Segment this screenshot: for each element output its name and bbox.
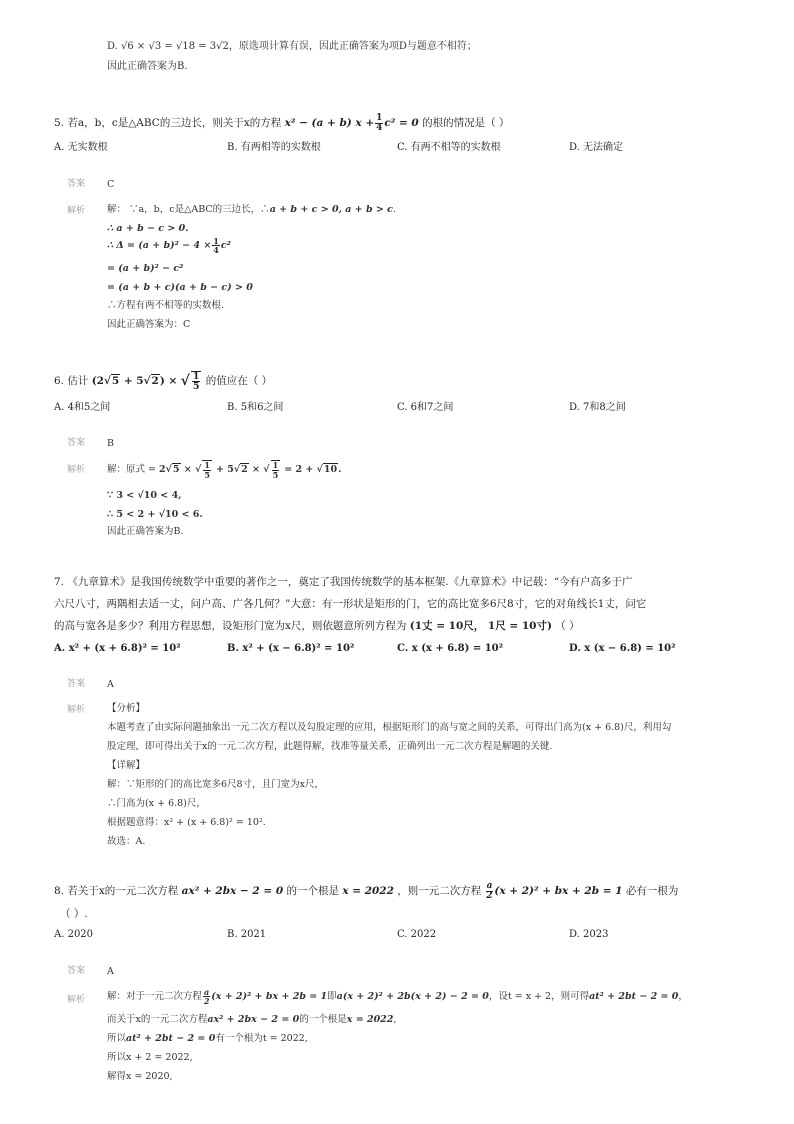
q5-solution-line-4: = (a + b)² − c² bbox=[107, 263, 184, 274]
q5-analysis-label: 解析 bbox=[67, 206, 86, 216]
question-7-line-2: 六尺八寸，两隅相去适一丈，问户高、广各几何？”大意：有一形状是矩形的门，它的高比宽多6尺8寸，它的对角线长1丈，问它 bbox=[54, 598, 647, 610]
question-6: 6. 估计 (2√5 + 5√2) × √ $\frac{1}{5}$ 的值应在（ ） bbox=[54, 370, 273, 392]
q5-solution-line-5: = (a + b + c)(a + b − c) > 0 bbox=[107, 282, 253, 293]
q5-answer: C bbox=[107, 179, 115, 190]
q8-solution-line-2: 而关于x的一元二次方程ax² + 2bx − 2 = 0的一个根是x = 2022, bbox=[107, 1014, 397, 1025]
q7-answer: A bbox=[107, 679, 114, 690]
q8-solution-line-5: 解得x = 2020, bbox=[107, 1071, 173, 1082]
q7-detail-line-1: 解：∵矩形的门的高比宽多6尺8寸，且门宽为x尺， bbox=[107, 779, 324, 790]
q6-option-c[interactable]: C. 6和7之间 bbox=[397, 402, 454, 413]
q5-solution-line-1: 解： ∵a，b，c是△ABC的三边长，∴a + b + c > 0, a + b > c. bbox=[107, 204, 396, 215]
q6-analysis-label: 解析 bbox=[67, 465, 86, 475]
q7-detail-line-3: 根据题意得：x² + (x + 6.8)² = 10². bbox=[107, 817, 266, 828]
q5-answer-label: 答案 bbox=[67, 179, 86, 189]
q7-analysis-para-1: 本题考查了由实际问题抽象出一元二次方程以及勾股定理的应用，根据矩形门的高与宽之间的关系，可得出门高为(x + 6.8)尺，利用勾 bbox=[107, 722, 672, 733]
q5-solution-line-3: ∴ Δ = (a + b)² − 4 × $\frac{1}{4}$ c² bbox=[107, 235, 231, 255]
q5-option-c[interactable]: C. 有两不相等的实数根 bbox=[397, 142, 501, 153]
q7-answer-label: 答案 bbox=[67, 679, 86, 689]
q7-analysis-para-2: 股定理，即可得出关于x的一元二次方程，此题得解，找准等量关系，正确列出一元二次方程是解题的关键. bbox=[107, 741, 553, 752]
q8-answer: A bbox=[107, 966, 114, 977]
q5-solution-line-7: 因此正确答案为：C bbox=[107, 319, 191, 330]
q7-detail-line-4: 故选：A. bbox=[107, 836, 146, 847]
q7-option-a[interactable]: A. x² + (x + 6.8)² = 10² bbox=[54, 643, 181, 654]
q5-option-a[interactable]: A. 无实数根 bbox=[54, 142, 108, 153]
q5-solution-line-2: ∴ a + b − c > 0. bbox=[107, 223, 189, 234]
q6-option-d[interactable]: D. 7和8之间 bbox=[569, 402, 626, 413]
q5-option-d[interactable]: D. 无法确定 bbox=[569, 142, 624, 153]
q6-solution-line-2: ∵ 3 < √10 < 4, bbox=[107, 490, 182, 501]
q7-option-d[interactable]: D. x (x − 6.8) = 10² bbox=[569, 643, 676, 654]
q8-answer-label: 答案 bbox=[67, 966, 86, 976]
q7-option-b[interactable]: B. x² + (x − 6.8)² = 10² bbox=[227, 643, 355, 654]
q7-detail-heading: 【详解】 bbox=[107, 760, 146, 771]
question-7-line-1: 7. 《九章算术》是我国传统数学中重要的著作之一，奠定了我国传统数学的基本框架.《九章算术》中记载：“今有户高多于广 bbox=[54, 576, 633, 588]
q6-option-b[interactable]: B. 5和6之间 bbox=[227, 402, 284, 413]
option-d-explanation: D. √6 × √3 = √18 = 3√2，原选项计算有误，因此正确答案为项D与题意不相符； bbox=[107, 41, 477, 52]
q8-option-d[interactable]: D. 2023 bbox=[569, 929, 609, 940]
q8-option-a[interactable]: A. 2020 bbox=[54, 929, 94, 940]
q6-answer-label: 答案 bbox=[67, 438, 86, 448]
q6-solution-line-4: 因此正确答案为B. bbox=[107, 526, 184, 537]
q6-answer: B bbox=[107, 438, 114, 449]
q7-detail-line-2: ∴门高为(x + 6.8)尺， bbox=[107, 798, 206, 809]
question-7-line-3: 的高与宽各是多少？利用方程思想，设矩形门宽为x尺，则依题意所列方程为 (1丈 = 10尺， 1尺 = 10寸) （ ） bbox=[54, 620, 580, 632]
q6-solution-line-1: 解：原式 = 2√5 × √ $\frac{1}{5}$ + 5√2 × √ $\frac{1}{5}$ = 2 + √10. bbox=[107, 460, 342, 480]
q5-option-b[interactable]: B. 有两相等的实数根 bbox=[227, 142, 321, 153]
q8-solution-line-3: 所以at² + 2bt − 2 = 0有一个根为t = 2022, bbox=[107, 1033, 308, 1044]
q6-solution-line-3: ∴ 5 < 2 + √10 < 6. bbox=[107, 509, 203, 520]
question-8-line-2: （ ）. bbox=[60, 908, 88, 920]
q7-analysis-heading: 【分析】 bbox=[107, 703, 146, 714]
q7-option-c[interactable]: C. x (x + 6.8) = 10² bbox=[397, 643, 503, 654]
q8-option-c[interactable]: C. 2022 bbox=[397, 929, 437, 940]
conclusion-line: 因此正确答案为B. bbox=[107, 61, 188, 72]
q8-option-b[interactable]: B. 2021 bbox=[227, 929, 267, 940]
q8-solution-line-1: 解：对于一元二次方程 $\frac{a}{2}$ (x + 2)² + bx + 2b = 1即a(x + 2)² + 2b(x + 2) − 2 = 0，设t = x + 2，则可得at² + 2bt − 2 = 0， bbox=[107, 986, 688, 1006]
q7-analysis-label: 解析 bbox=[67, 705, 86, 715]
q5-solution-line-6: ∴方程有两不相等的实数根. bbox=[107, 300, 225, 311]
question-5-prefix: 5. 若a，b，c是△ABC的三边长，则关于x的方程 bbox=[54, 117, 282, 129]
q8-solution-line-4: 所以x + 2 = 2022, bbox=[107, 1052, 193, 1063]
q8-analysis-label: 解析 bbox=[67, 995, 86, 1005]
question-5-suffix: 的根的情况是（ ） bbox=[422, 117, 510, 129]
q6-option-a[interactable]: A. 4和5之间 bbox=[54, 402, 111, 413]
question-5: 5. 若a，b，c是△ABC的三边长，则关于x的方程 x² − (a + b) x + $\frac{1}{4}$ c² = 0 的根的情况是（ ） bbox=[54, 112, 510, 133]
question-8-line-1: 8. 若关于x的一元二次方程 ax² + 2bx − 2 = 0 的一个根是 x = 2022 ，则一元二次方程 $\frac{a}{2}$ (x + 2)² + bx + 2b = 1 必有一根为 bbox=[54, 880, 679, 901]
